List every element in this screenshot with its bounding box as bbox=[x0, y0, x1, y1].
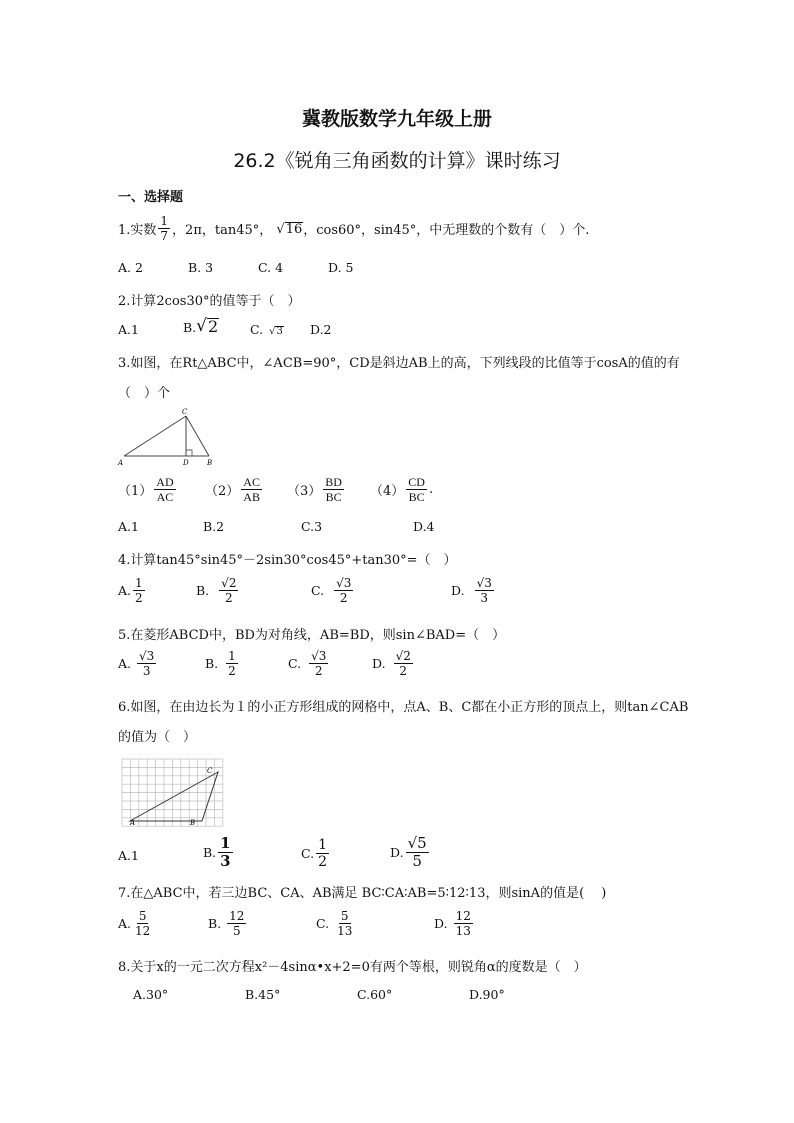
question-4: 4.计算tan45°sin45°－2sin30°cos45°+tan30°=（ ） bbox=[118, 553, 457, 568]
q8-option-d: D.90° bbox=[469, 987, 505, 1002]
q1-option-b: B. 3 bbox=[188, 260, 214, 275]
q3-option-d: D.4 bbox=[413, 519, 435, 534]
q4-option-d bbox=[451, 577, 496, 604]
q5-option-c-num: √3 bbox=[311, 649, 327, 663]
q5-option-a-label: A. bbox=[118, 656, 132, 671]
q5-option-d-den: 2 bbox=[399, 664, 408, 678]
page-title: 冀教版数学九年级上册 bbox=[301, 108, 492, 130]
question-7: 7.在△ABC中，若三边BC、CA、AB满足 BC∶CA∶AB=5∶12∶13，则sinA的值是( ) bbox=[118, 886, 607, 901]
q1-fraction bbox=[158, 215, 170, 242]
q5-option-b bbox=[205, 650, 240, 677]
q6-option-c-label: C. bbox=[301, 846, 315, 861]
q7-option-c bbox=[316, 910, 356, 937]
q2-option-c-label: C. bbox=[250, 322, 264, 337]
q5-option-a-den: 3 bbox=[142, 664, 151, 678]
q6-label-b: B bbox=[190, 819, 196, 827]
q5-option-d-num: √2 bbox=[395, 649, 411, 663]
section-heading: 一、选择题 bbox=[118, 190, 184, 205]
q7-option-d-den: 13 bbox=[455, 924, 471, 938]
q7-option-b-den: 5 bbox=[232, 924, 241, 938]
q5-option-d-label: D. bbox=[372, 656, 386, 671]
q4-option-d-num: √3 bbox=[476, 576, 492, 590]
q1-sqrt: √ 16 bbox=[276, 221, 303, 237]
q2-option-c-radicand: 3 bbox=[276, 326, 283, 337]
q5-option-c bbox=[288, 650, 330, 677]
q5-option-c-den: 2 bbox=[314, 664, 323, 678]
q3-ratio-2-num: AC bbox=[243, 475, 260, 489]
q7-option-a-den: 12 bbox=[135, 924, 151, 938]
q1-mid2: ，cos60°，sin45°，中无理数的个数有（ ）个. bbox=[303, 223, 590, 238]
q6-option-d bbox=[390, 836, 431, 869]
q3-side-ac bbox=[124, 416, 186, 456]
q7-option-a bbox=[118, 910, 154, 937]
q4-option-d-label: D. bbox=[451, 583, 465, 598]
q1-fraction-den: 7 bbox=[160, 229, 169, 243]
q4-option-c-den: 2 bbox=[339, 591, 348, 605]
q3-ratio-3-num: BD bbox=[325, 475, 342, 489]
q3-right-angle-mark bbox=[186, 450, 192, 456]
q3-ratio-end: . bbox=[428, 482, 434, 497]
q3-ratio-4-num: CD bbox=[408, 475, 425, 489]
q3-ratio-3-den: BC bbox=[325, 490, 342, 504]
q6-label-c: C bbox=[207, 767, 213, 775]
question-3-line1: 3.如图，在Rt△ABC中，∠ACB=90°，CD是斜边AB上的高，下列线段的比值等于cosA的值的有 bbox=[118, 356, 680, 371]
q7-option-c-den: 13 bbox=[337, 924, 353, 938]
q6-option-b-label: B. bbox=[203, 845, 217, 860]
q2-option-c: C. √ 3 bbox=[250, 322, 283, 337]
q6-option-b-den: 3 bbox=[220, 852, 231, 870]
q1-prefix: 1.实数 bbox=[118, 223, 157, 238]
q6-option-c-den: 2 bbox=[318, 854, 328, 870]
q4-option-b-label: B. bbox=[196, 583, 210, 598]
q8-option-c: C.60° bbox=[357, 987, 393, 1002]
q6-option-c-num: 1 bbox=[318, 837, 328, 853]
q1-option-c: C. 4 bbox=[258, 260, 284, 275]
q7-option-d bbox=[434, 910, 475, 937]
q4-option-a bbox=[118, 577, 147, 604]
q6-option-d-num: √5 bbox=[407, 834, 427, 852]
q8-option-a: A.30° bbox=[133, 987, 169, 1002]
q6-grid-figure bbox=[118, 755, 230, 827]
q3-ratio-4 bbox=[370, 476, 433, 503]
q6-option-b bbox=[203, 836, 235, 869]
q7-option-c-num: 5 bbox=[340, 909, 349, 923]
q3-ratio-4-label: （4） bbox=[370, 484, 405, 499]
question-1 bbox=[118, 215, 589, 242]
question-3-line2: （ ）个 bbox=[118, 386, 171, 401]
page-subtitle: 26.2《锐角三角函数的计算》课时练习 bbox=[233, 150, 561, 172]
q3-ratio-2-label: （2） bbox=[205, 484, 240, 499]
q6-option-b-num: 1 bbox=[220, 834, 231, 852]
q1-sqrt-value: 16 bbox=[285, 221, 303, 237]
q5-option-b-num: 1 bbox=[228, 649, 236, 663]
question-6-line2: 的值为（ ） bbox=[118, 730, 197, 745]
q3-ratio-2-den: AB bbox=[243, 490, 260, 504]
q7-option-d-num: 12 bbox=[455, 909, 471, 923]
q7-option-b-num: 12 bbox=[229, 909, 245, 923]
q4-option-b-num: √2 bbox=[221, 576, 237, 590]
question-5: 5.在菱形ABCD中，BD为对角线，AB=BD，则sin∠BAD=（ ） bbox=[118, 628, 506, 643]
q7-option-a-num: 5 bbox=[138, 909, 147, 923]
q3-ratio-3-label: （3） bbox=[287, 484, 322, 499]
q4-option-c bbox=[311, 577, 355, 604]
q7-option-b bbox=[208, 910, 248, 937]
question-8: 8.关于x的一元二次方程x²－4sinα•x+2=0有两个等根，则锐角α的度数是（ ） bbox=[118, 960, 587, 975]
q3-option-c: C.3 bbox=[301, 519, 323, 534]
q3-option-a: A.1 bbox=[118, 519, 139, 534]
q3-ratio-1-num: AD bbox=[156, 475, 174, 489]
q1-fraction-num: 1 bbox=[160, 214, 169, 228]
q4-option-a-den: 2 bbox=[135, 591, 143, 605]
q1-option-d: D. 5 bbox=[328, 260, 354, 275]
q2-option-d: D.2 bbox=[310, 322, 332, 337]
q4-option-d-den: 3 bbox=[480, 591, 489, 605]
q1-option-a: A. 2 bbox=[118, 260, 143, 275]
q3-ratio-4-den: BC bbox=[408, 490, 425, 504]
q4-option-a-num: 1 bbox=[135, 576, 143, 590]
q8-option-b: B.45° bbox=[245, 987, 281, 1002]
q7-option-c-label: C. bbox=[316, 916, 330, 931]
q6-label-a: A bbox=[130, 819, 136, 827]
q5-option-c-label: C. bbox=[288, 656, 302, 671]
q6-option-c bbox=[301, 838, 331, 869]
q7-option-d-label: D. bbox=[434, 916, 448, 931]
question-2: 2.计算2cos30°的值等于（ ） bbox=[118, 294, 301, 309]
q2-option-b-radicand: 2 bbox=[208, 317, 219, 336]
q6-triangle bbox=[130, 772, 218, 821]
q4-option-c-label: C. bbox=[311, 583, 325, 598]
q7-option-b-label: B. bbox=[208, 916, 222, 931]
q3-option-b: B.2 bbox=[203, 519, 225, 534]
question-6-line1: 6.如图，在由边长为１的小正方形组成的网格中，点A、B、C都在小正方形的顶点上，则tan∠CAB bbox=[118, 700, 689, 715]
q3-label-c: C bbox=[182, 408, 188, 416]
q7-option-a-label: A. bbox=[118, 916, 132, 931]
q5-option-b-label: B. bbox=[205, 656, 219, 671]
q3-ratio-1-label: （1） bbox=[118, 484, 153, 499]
q5-option-d bbox=[372, 650, 415, 677]
q3-ratio-3 bbox=[287, 476, 346, 503]
q3-label-d: D bbox=[183, 459, 189, 466]
q2-option-b-label: B. bbox=[183, 320, 197, 335]
q5-option-b-den: 2 bbox=[228, 664, 236, 678]
q4-option-b-den: 2 bbox=[224, 591, 233, 605]
q4-option-c-num: √3 bbox=[336, 576, 352, 590]
q4-option-a-label: A. bbox=[118, 583, 132, 598]
q6-option-d-label: D. bbox=[390, 845, 404, 860]
q6-option-a: A.1 bbox=[118, 848, 139, 863]
q5-option-a-num: √3 bbox=[139, 649, 155, 663]
q5-option-a bbox=[118, 650, 158, 677]
q3-ratio-1-den: AC bbox=[156, 490, 174, 504]
q3-ratio-2 bbox=[205, 476, 264, 503]
q4-option-b bbox=[196, 577, 240, 604]
q2-option-b: B. √ 2 bbox=[183, 316, 219, 336]
q3-triangle-figure bbox=[116, 404, 226, 466]
q3-label-b: B bbox=[207, 459, 213, 466]
q1-mid1: ，2π，tan45°， bbox=[172, 223, 277, 238]
q3-label-a: A bbox=[118, 459, 124, 466]
q6-option-d-den: 5 bbox=[412, 852, 422, 870]
q2-option-a: A.1 bbox=[118, 322, 139, 337]
q3-ratio-1 bbox=[118, 476, 178, 503]
